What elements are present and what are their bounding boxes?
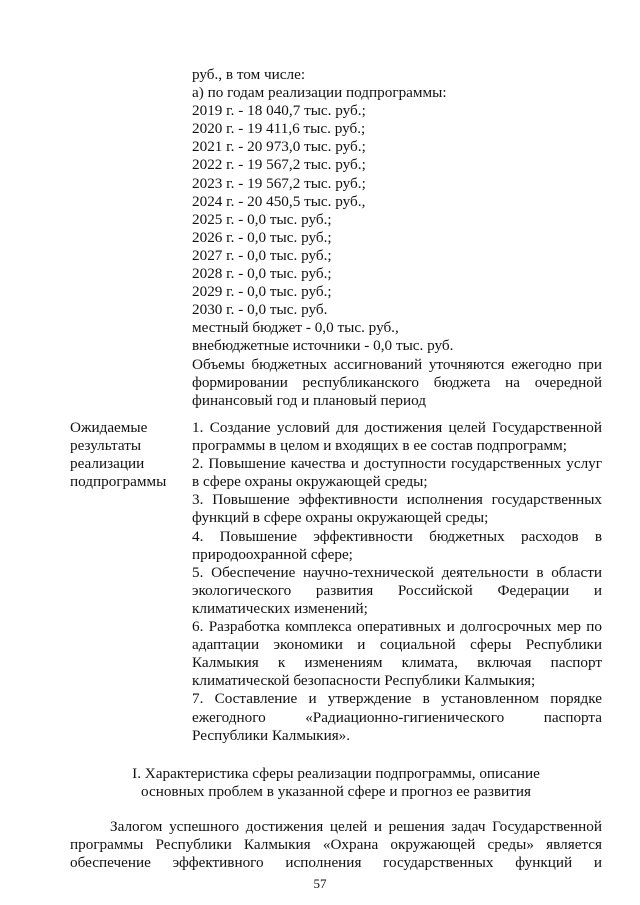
result-item: 3. Повышение эффективности исполнения государственных функций в сфере охраны окружающей среды; <box>192 491 602 527</box>
budget-line: 2023 г. - 19 567,2 тыс. руб.; <box>192 174 366 192</box>
budget-breakdown <box>192 66 602 410</box>
result-item: 5. Обеспечение научно-технической деятельности в области экологического развития Российской Федерации и климатических изменений; <box>192 563 602 617</box>
budget-line: руб., в том числе: <box>192 66 306 83</box>
budget-line: 2026 г. - 0,0 тыс. руб.; <box>192 228 332 246</box>
budget-line: местный бюджет - 0,0 тыс. руб., <box>192 319 399 337</box>
budget-line: 2021 г. - 20 973,0 тыс. руб.; <box>192 138 366 156</box>
budget-line: 2028 г. - 0,0 тыс. руб.; <box>192 265 332 283</box>
label-line: Ожидаемые <box>70 419 148 436</box>
section-heading-line: I. Характеристика сферы реализации подпрограммы, описание <box>132 765 540 782</box>
budget-line: 2024 г. - 20 450,5 тыс. руб., <box>192 192 366 210</box>
body-paragraph <box>70 818 602 872</box>
budget-line: 2029 г. - 0,0 тыс. руб.; <box>192 283 332 301</box>
section-heading-line: основных проблем в указанной сфере и прогноз ее развития <box>141 783 531 801</box>
label-line: реализации <box>70 455 145 473</box>
budget-line: 2025 г. - 0,0 тыс. руб.; <box>192 210 332 228</box>
budget-line: 2022 г. - 19 567,2 тыс. руб.; <box>192 156 366 174</box>
result-item: 7. Составление и утверждение в установленном порядке ежегодного «Радиационно-гигиенического паспорта Республики Калмыкия». <box>192 690 602 744</box>
expected-results-list <box>192 419 602 745</box>
page-number: 57 <box>313 876 327 891</box>
result-item: 6. Разработка комплекса оперативных и долгосрочных мер по адаптации экономики и социальной сферы Республики Калмыкия к изменениям климата, включая паспорт климатической безопасности Республики Калмыкия; <box>192 618 602 690</box>
budget-line: 2027 г. - 0,0 тыс. руб.; <box>192 246 332 264</box>
result-item: 4. Повышение эффективности бюджетных расходов в природоохранной сфере; <box>192 527 602 563</box>
paragraph-text: Залогом успешного достижения целей и решения задач Государственной программы Республики Калмыкия «Охрана окружающей среды» является обеспечение эффективного исполнения государственных функций и <box>70 818 602 872</box>
budget-line: 2019 г. - 18 040,7 тыс. руб.; <box>192 102 366 120</box>
result-item: 1. Создание условий для достижения целей Государственной программы в целом и входящих в ее состав подпрограмм; <box>192 419 602 455</box>
result-item: 2. Повышение качества и доступности государственных услуг в сфере охраны окружающей среды; <box>192 455 602 491</box>
budget-line: а) по годам реализации подпрограммы: <box>192 84 447 102</box>
label-line: результаты <box>70 437 142 455</box>
label-line: подпрограммы <box>70 473 167 491</box>
budget-line: 2020 г. - 19 411,6 тыс. руб.; <box>192 120 366 138</box>
budget-line: внебюджетные источники - 0,0 тыс. руб. <box>192 337 454 355</box>
expected-results-label <box>70 419 190 491</box>
budget-line: 2030 г. - 0,0 тыс. руб. <box>192 301 328 319</box>
budget-note: Объемы бюджетных ассигнований уточняются ежегодно при формировании республиканского бюджета на очередной финансовый год и плановый период <box>192 355 602 409</box>
section-heading <box>70 765 602 801</box>
